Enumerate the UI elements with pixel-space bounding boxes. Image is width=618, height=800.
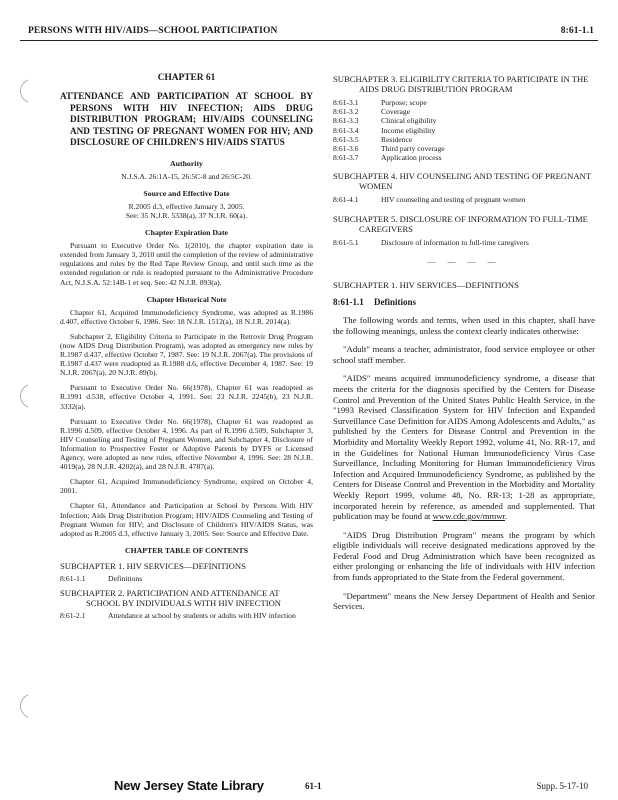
authority-heading: Authority xyxy=(170,158,203,168)
toc-item-number: 8:61-3.6 xyxy=(333,144,359,154)
toc-item-number: 8:61-3.3 xyxy=(333,116,359,126)
toc-item xyxy=(333,238,595,247)
toc-item xyxy=(333,116,595,125)
toc-subchapter-4: SUBCHAPTER 4. HIV COUNSELING AND TESTING OF PREGNANT WOMEN xyxy=(333,171,591,192)
toc-item xyxy=(333,107,595,116)
history-paragraph: Subchapter 2, Eligibility Criteria to Participate in the Retrovir Drug Program (now AIDS Drug Distribution Program), was adopted as emergency new rules by R.1987 d.437, effective October 7, 1987. See: 19 N.J.R. 2067(a). The provisions of R.1987 d.437 were readopted as R.1988 d.6, effective December 4, 1987. See: 19 N.J.R. 2067(a), 20 N.J.R. 89(b). xyxy=(60,331,313,378)
header-title: PERSONS WITH HIV/AIDS—SCHOOL PARTICIPATION xyxy=(28,26,278,36)
punch-hole-mark-bottom xyxy=(14,693,38,719)
chapter-number: CHAPTER 61 xyxy=(157,73,216,83)
subchapter-1-heading: SUBCHAPTER 1. HIV SERVICES—DEFINITIONS xyxy=(333,279,519,290)
expiration-text: Pursuant to Executive Order No. 1(2010), the chapter expiration date is extended from January 3, 2010 until the completion of the review of administrative regulations and rules by the Red Tape Review Group, and until such time as the extended regulation or rule is readopted pursuant to the Administrative Procedure Act, N.J.S.A. 52:14B-1 et seq. See: 42 N.J.R. 893(a). xyxy=(60,241,313,287)
definition-adult: "Adult" means a teacher, administrator, food service employee or other school staff member. xyxy=(333,344,595,365)
definition-aids-text: "AIDS" means acquired immunodeficiency syndrome, a disease that meets the criteria for the diagnosis specified by the Centers for Disease Control and Prevention of the United States Public Health Service, in the "1993 Revised Classification System for HIV Infection and Expanded Surveillance Case Definition for AIDS Among Adolescents and Adults," as published by the Centers for Disease Control and Prevention in the Morbidity and Mortality Weekly Report 1992, volume 41, No. RR-17, and in the Guidelines for National Human Immunodeficiency Virus Case Surveillance, Including Monitoring for Human Immunodeficiency Virus Infection and Acquired Immunodeficiency Syndrome, as published by the Centers for Disease Control and Prevention in the Morbidity and Mortality Weekly Report 1999, volume 48, No. RR-13; 1-28 as appropriate, incorporated herein by reference, as amended and supplemented. That publication may be found at xyxy=(333,373,595,522)
toc-item-text: Clinical eligibility xyxy=(381,116,437,126)
toc-item-text: Income eligibility xyxy=(381,125,436,135)
toc-item-number: 8:61-5.1 xyxy=(333,237,359,247)
toc-subchapter-3: SUBCHAPTER 3. ELIGIBILITY CRITERIA TO PARTICIPATE IN THE AIDS DRUG DISTRIBUTION PROGRAM xyxy=(333,74,589,94)
running-header xyxy=(20,26,598,41)
toc-item-text: Purpose; scope xyxy=(381,98,427,107)
toc-item xyxy=(333,195,595,204)
punch-hole-mark-middle xyxy=(14,383,38,409)
source-line-1: R.2005 d.3, effective January 3, 2005. xyxy=(128,201,245,211)
definitions-intro: The following words and terms, when used in this chapter, shall have the following meanings, unless the context clearly indicates otherwise: xyxy=(333,315,595,336)
toc-item-text: Disclosure of information to full-time caregivers xyxy=(381,237,529,247)
toc-item xyxy=(60,611,313,620)
supplement-date: Supp. 5-17-10 xyxy=(536,781,588,791)
toc-subchapter-2: SUBCHAPTER 2. PARTICIPATION AND ATTENDANCE AT SCHOOL BY INDIVIDUALS WITH HIV INFECTION xyxy=(60,587,282,608)
toc-item xyxy=(60,574,313,583)
definition-aids xyxy=(333,373,595,521)
toc-item-text: HIV counseling and testing of pregnant women xyxy=(381,195,526,205)
history-paragraph: Pursuant to Executive Order No. 66(1978), Chapter 61 was readopted as R.1991 d.538, effective October 4, 1991. See: 23 N.J.R. 2245(b), 23 N.J.R. 3332(a). xyxy=(60,383,313,411)
history-paragraph: Pursuant to Executive Order No. 66(1978), Chapter 61 was readopted as R.1996 d.509, effective October 4, 1996. As part of R.1996 d.509, Subchapter 3, HIV Counseling and Testing of Pregnant Women, and Subchapter 4, Disclosure of Information to Prospective Foster or Adoptive Parents by DYFS or Licensed Agency, were adopted as new rules, effective November 4, 1996. See: 28 N.J.R. 4019(a), 28 N.J.R. 4202(a), and 28 N.J.R. 4787(a). xyxy=(60,416,313,472)
toc-item xyxy=(333,126,595,135)
toc-subchapter-5-list xyxy=(333,238,595,247)
toc-item-text: Third party coverage xyxy=(381,144,445,154)
header-section-ref: 8:61-1.1 xyxy=(560,26,594,36)
toc-item-number: 8:61-2.1 xyxy=(60,610,86,620)
library-stamp: New Jersey State Library xyxy=(114,778,264,793)
toc-item-text: Residence xyxy=(381,134,413,144)
expiration-heading: Chapter Expiration Date xyxy=(144,228,229,238)
definition-aids-end: . xyxy=(504,511,508,522)
definition-department: "Department" means the New Jersey Department of Health and Senior Services. xyxy=(333,590,595,612)
chapter-title: ATTENDANCE AND PARTICIPATION AT SCHOOL BY PERSONS WITH HIV INFECTION; AIDS DRUG DISTRIBUTION PROGRAM; HIV/AIDS COUNSELING AND TESTING OF PREGNANT WOMEN FOR HIV; AND DISCLOSURE OF CHILDREN'S HIV/AIDS STATUS xyxy=(60,91,313,148)
toc-heading: CHAPTER TABLE OF CONTENTS xyxy=(124,545,249,555)
toc-item-text: Definitions xyxy=(108,573,143,583)
toc-item-number: 8:61-3.4 xyxy=(333,125,359,135)
toc-item xyxy=(333,135,595,144)
page-number: 61-1 xyxy=(305,781,322,791)
source-line-2: See: 35 N.J.R. 5338(a), 37 N.J.R. 60(a). xyxy=(125,210,248,220)
source-heading: Source and Effective Date xyxy=(143,188,230,198)
toc-subchapter-3-list xyxy=(333,98,595,162)
left-column xyxy=(60,74,313,625)
section-title: Definitions xyxy=(374,296,417,307)
toc-item-number: 8:61-3.7 xyxy=(333,153,359,163)
history-paragraph: Chapter 61, Acquired Immunodeficiency Syndrome, was adopted as R.1986 d.407, effective October 6, 1986. See: 18 N.J.R. 1512(a), 18 N.J.R. 2014(a). xyxy=(60,307,313,326)
toc-item-number: 8:61-3.2 xyxy=(333,107,359,117)
toc-item-number: 8:61-1.1 xyxy=(60,573,86,583)
toc-item-number: 8:61-3.5 xyxy=(333,134,359,144)
toc-item-number: 8:61-4.1 xyxy=(333,195,359,205)
toc-item-number: 8:61-3.1 xyxy=(333,98,359,107)
toc-item-text: Attendance at school by students or adults with HIV infection xyxy=(108,610,296,620)
section-number: 8:61-1.1 xyxy=(333,296,364,307)
authority-text: N.J.S.A. 26:1A-15, 26:5C-8 and 26:5C-20. xyxy=(121,171,252,181)
toc-item xyxy=(333,98,595,107)
toc-subchapter-1: SUBCHAPTER 1. HIV SERVICES—DEFINITIONS xyxy=(60,560,246,571)
page-footer xyxy=(0,778,618,795)
toc-subchapter-5: SUBCHAPTER 5. DISCLOSURE OF INFORMATION TO FULL-TIME CAREGIVERS xyxy=(333,213,588,234)
definition-aids-drug-program: "AIDS Drug Distribution Program" means the program by which eligible individuals will receive designated medications approved by the Federal Food and Drug Administration which have been recognized as either prolonging or enhancing the life of individuals with HIV infection from funds appropriated to the State from the Federal government. xyxy=(333,529,595,583)
section-separator: — — — — xyxy=(427,256,501,266)
toc-item-text: Coverage xyxy=(381,107,411,117)
toc-item xyxy=(333,144,595,153)
punch-hole-mark-top xyxy=(14,78,38,104)
toc-item-text: Application process xyxy=(381,153,442,163)
history-paragraph: Chapter 61, Attendance and Participation at School by Persons With HIV Infection; Aids Drug Distribution Program; HIV/AIDS Counseling and Testing of Pregnant Women for HIV; and Disclosure of Children's HIV/AIDS Status, was adopted as R.2005 d.3, effective January 3, 2005. See: Source and Effective Date. xyxy=(60,501,313,538)
cdc-mmwr-link[interactable]: www.cdc.gov/mmwr xyxy=(432,511,505,522)
toc-subchapter-4-list xyxy=(333,195,595,204)
right-column xyxy=(333,74,595,620)
history-heading: Chapter Historical Note xyxy=(146,294,227,304)
section-heading xyxy=(333,298,595,307)
history-paragraph: Chapter 61, Acquired Immunodeficiency Syndrome, expired on October 4, 2001. xyxy=(60,477,313,496)
toc-item xyxy=(333,153,595,162)
